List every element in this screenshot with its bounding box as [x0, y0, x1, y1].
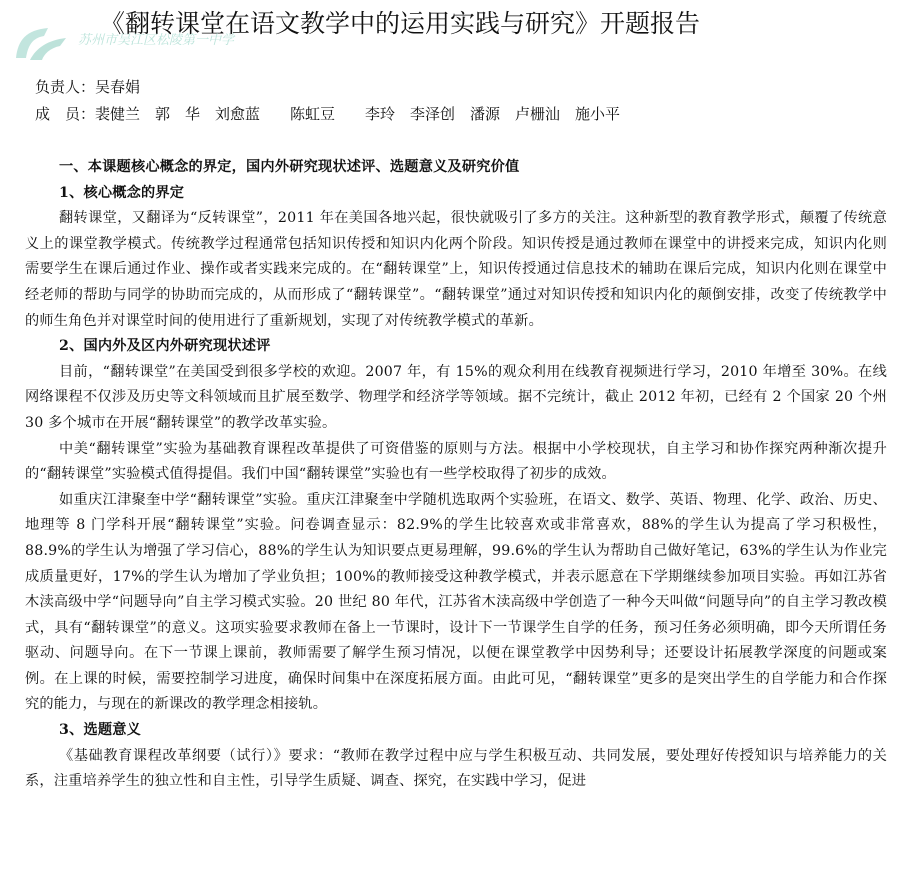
subsection-heading-significance: 3、选题意义 — [59, 722, 142, 739]
school-logo — [8, 20, 248, 70]
paragraph-flipped-classroom-definition: 翻转课堂，又翻译为“反转课堂”，2011 年在美国各地兴起，很快就吸引了多方的关注。这种新型的教育教学形式，颠覆了传统意义上的课堂教学模式。传统教学过程通常包括知识传授和知识内化两个阶段。知识传授是通过教师在课堂中的讲授来完成，知识内化则需要学生在课后通过作业、操作或者实践来完成的。在“翻转课堂”上，知识传授通过信息技术的辅助在课后完成，知识内化则在课堂中经老师的帮助与同学的协助而完成的，从而形成了“翻转课堂”。“翻转课堂”通过对知识传授和知识内化的颠倒安排，改变了传统教学中的师生角色并对课堂时间的使用进行了重新规划，实现了对传统教学模式的革新。 — [25, 210, 887, 329]
svg-text:苏州市吴江区松陵第一中学: 苏州市吴江区松陵第一中学 — [78, 33, 235, 48]
responsible-person: 负责人：吴春娟 — [35, 78, 141, 96]
section-heading: 一、本课题核心概念的界定，国内外研究现状述评、选题意义及研究价值 — [59, 159, 520, 175]
paragraph-china-us-experiments: 中美“翻转课堂”实验为基础教育课程改革提供了可资借鉴的原则与方法。根据中小学校现状，自主学习和协作探究两种渐次提升的“翻转课堂”实验模式值得提倡。我们中国“翻转课堂”实验也有一些学校取得了初步的成效。 — [25, 440, 887, 483]
paragraph-curriculum-reform: 《基础教育课程改革纲要（试行）》要求：“教师在教学过程中应与学生积极互动、共同发展，要处理好传授知识与培养能力的关系，注重培养学生的独立性和自主性，引导学生质疑、调查、探究，在实践中学习，促进 — [25, 747, 887, 790]
document-title: 《翻转课堂在语文教学中的运用实践与研究》开题报告 — [100, 9, 701, 38]
report-body — [25, 155, 887, 795]
subsection-heading-research-status: 2、国内外及区内外研究现状述评 — [59, 338, 271, 355]
team-members: 成 员：裴健兰 郭 华 刘愈蓝 陈虹豆 李玲 李泽创 潘源 卢栅汕 施小平 — [35, 105, 621, 123]
paragraph-us-adoption: 目前，“翻转课堂”在美国受到很多学校的欢迎。2007 年，有 15%的观众利用在线教育视频进行学习，2010 年增至 30%。在线网络课程不仅涉及历史等文科领域而且扩展至数学、物理学和经济学等领域。据不完统计，截止 2012 年初，已经有 2 个国家 20 个州 30 多个城市在开展“翻转课堂”的教学改革实验。 — [25, 363, 887, 431]
paragraph-case-studies: 如重庆江津聚奎中学“翻转课堂”实验。重庆江津聚奎中学随机选取两个实验班，在语文、数学、英语、物理、化学、政治、历史、地理等 8 门学科开展“翻转课堂”实验。问卷调查显示：82.9%的学生比较喜欢或非常喜欢，88%的学生认为提高了学习积极性，88.9%的学生认为增强了学习信心，88%的学生认为知识要点更易理解，99.6%的学生认为帮助自己做好笔记，63%的学生认为作业完成质量更好，17%的学生认为增加了学业负担；100%的教师接受这种教学模式，并表示愿意在下学期继续参加项目实验。再如江苏省木渎高级中学“问题导向”自主学习模式实验。20 世纪 80 年代，江苏省木渎高级中学创造了一种今天叫做“问题导向”的自主学习教改模式，具有“翻转课堂”的意义。这项实验要求教师在备上一节课时，设计下一节课学生自学的任务，预习任务必须明确，即今天所谓任务驱动、问题导向。在下一节课上课前，教师需要了解学生预习情况，以便在课堂教学中因势利导；还要设计拓展教学深度的问题或案例。在上课的时候，需要控制学习进度，确保时间集中在深度拓展方面。由此可见，“翻转课堂”更多的是突出学生的自学能力和合作探究的能力，与现在的新课改的教学理念相接轨。 — [25, 491, 887, 713]
subsection-heading-core-concepts: 1、核心概念的界定 — [59, 184, 185, 201]
